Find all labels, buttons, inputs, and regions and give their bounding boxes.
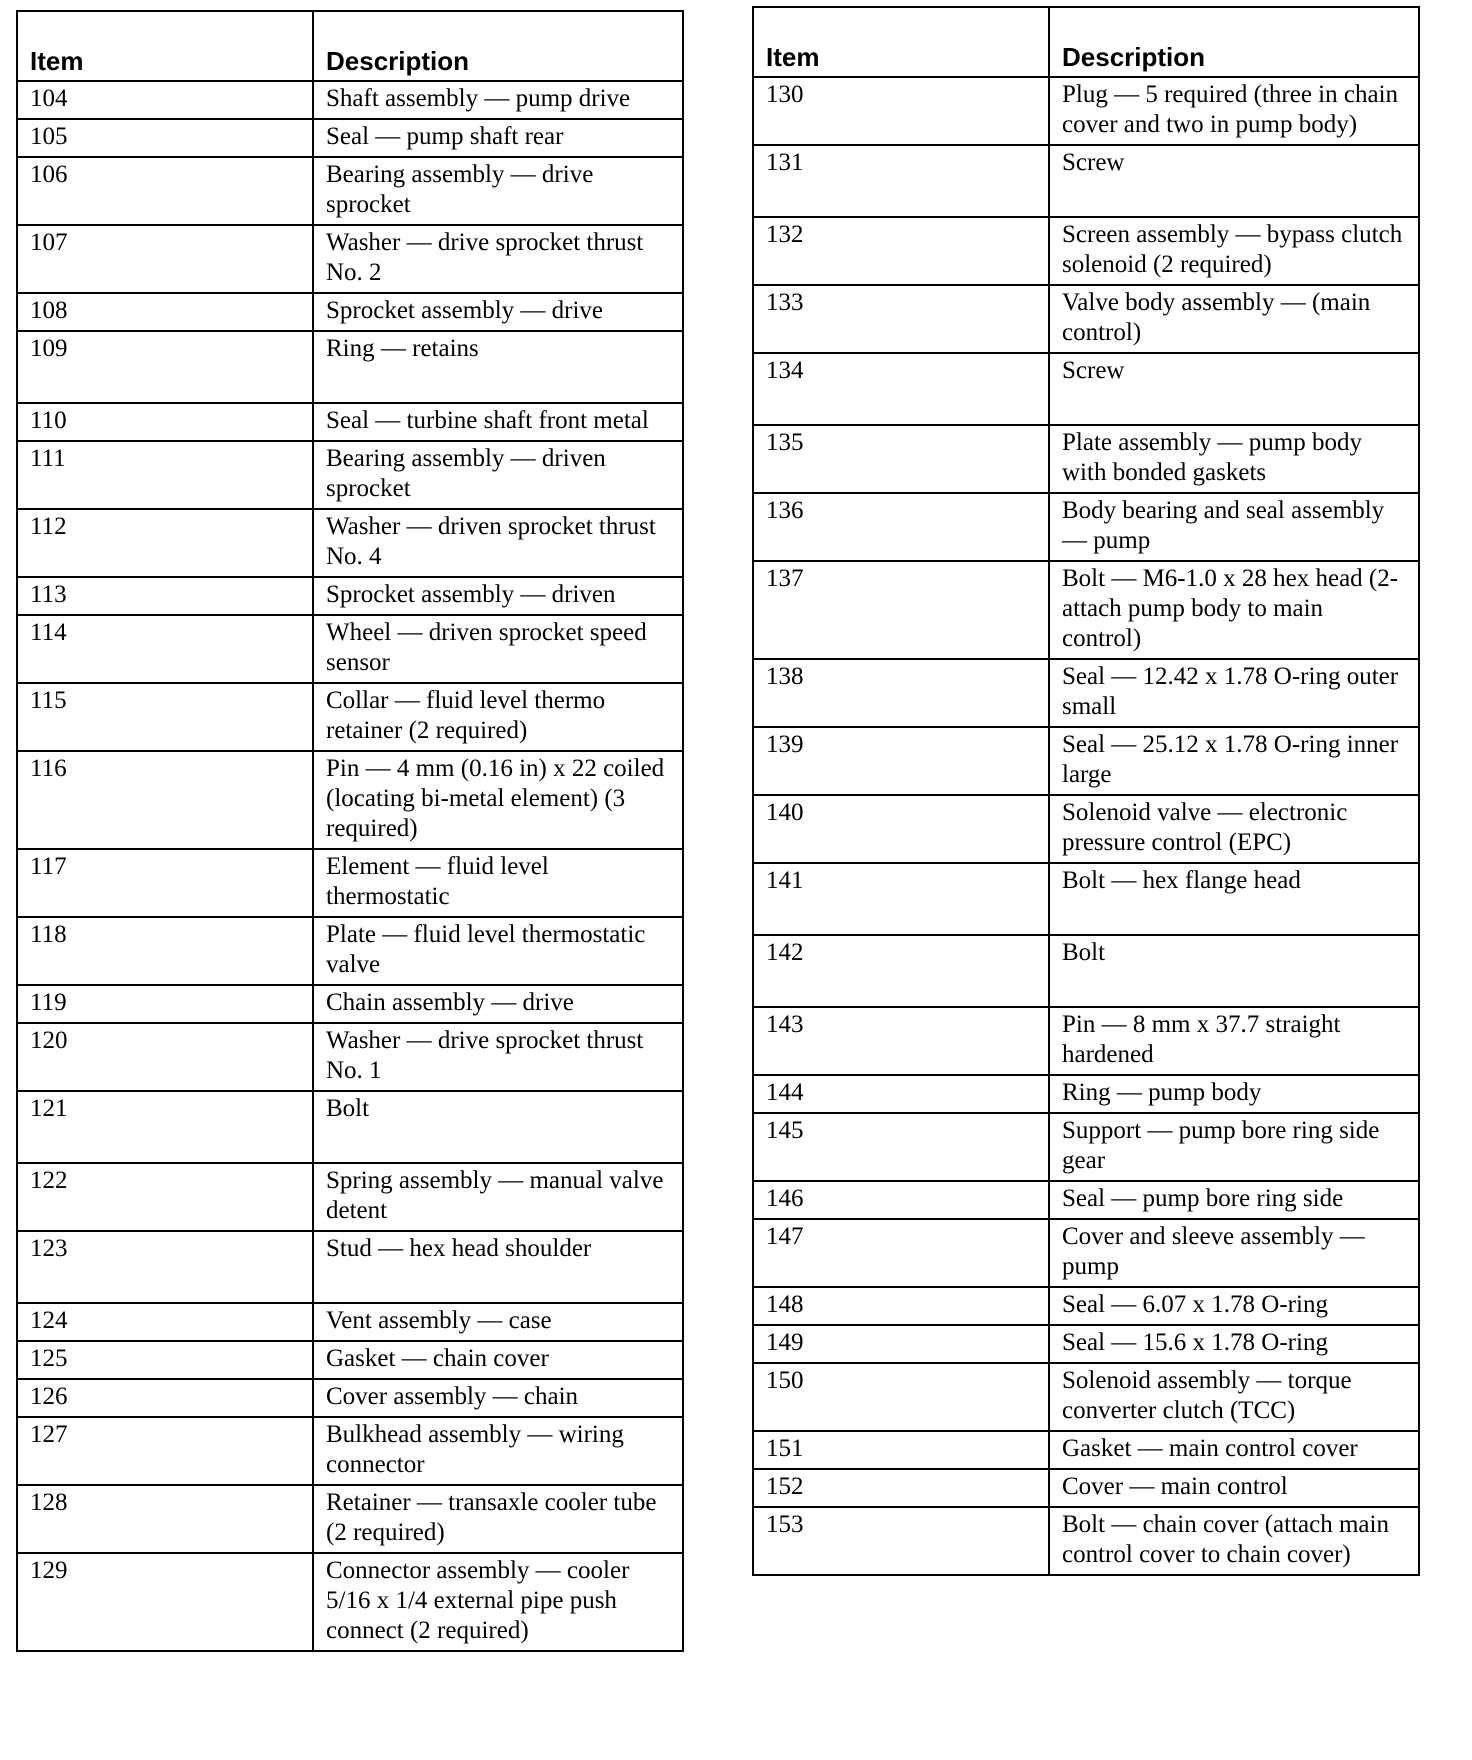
item-number: 106 [17,157,313,225]
item-description: Plate assembly — pump body with bonded gaskets [1049,425,1419,493]
item-description: Body bearing and seal assembly — pump [1049,493,1419,561]
table-row [753,425,1419,493]
table-row [17,683,683,751]
item-description: Seal — pump shaft rear [313,119,683,157]
item-number: 125 [17,1341,313,1379]
table-row [17,331,683,403]
item-description: Seal — pump bore ring side [1049,1181,1419,1219]
item-description: Retainer — transaxle cooler tube (2 required) [313,1485,683,1553]
item-number: 121 [17,1091,313,1163]
item-description: Seal — 6.07 x 1.78 O-ring [1049,1287,1419,1325]
item-number: 109 [17,331,313,403]
item-number: 108 [17,293,313,331]
table-row [17,1417,683,1485]
column-header-item: Item [17,11,313,81]
table-row [753,1325,1419,1363]
item-number: 137 [753,561,1049,659]
item-number: 111 [17,441,313,509]
table-row [17,157,683,225]
item-number: 114 [17,615,313,683]
table-row [753,935,1419,1007]
item-description: Wheel — driven sprocket speed sensor [313,615,683,683]
table-row [17,1023,683,1091]
item-number: 145 [753,1113,1049,1181]
item-number: 142 [753,935,1049,1007]
item-number: 152 [753,1469,1049,1507]
item-number: 131 [753,145,1049,217]
item-description: Plug — 5 required (three in chain cover and two in pump body) [1049,77,1419,145]
table-row [753,145,1419,217]
item-number: 136 [753,493,1049,561]
item-number: 139 [753,727,1049,795]
table-row [753,863,1419,935]
table-row [17,615,683,683]
item-description: Chain assembly — drive [313,985,683,1023]
item-description: Cover and sleeve assembly — pump [1049,1219,1419,1287]
table-row [17,751,683,849]
table-row [17,985,683,1023]
table-row [753,1431,1419,1469]
item-number: 147 [753,1219,1049,1287]
item-description: Cover assembly — chain [313,1379,683,1417]
item-description: Bolt — chain cover (attach main control cover to chain cover) [1049,1507,1419,1575]
table-row [753,1469,1419,1507]
item-description: Shaft assembly — pump drive [313,81,683,119]
table-row [753,1075,1419,1113]
item-description: Seal — 15.6 x 1.78 O-ring [1049,1325,1419,1363]
table-row [17,1553,683,1651]
item-description: Solenoid valve — electronic pressure control (EPC) [1049,795,1419,863]
item-number: 128 [17,1485,313,1553]
item-number: 140 [753,795,1049,863]
table-row [17,225,683,293]
item-number: 138 [753,659,1049,727]
item-description: Bolt [313,1091,683,1163]
item-number: 107 [17,225,313,293]
table-row [753,1507,1419,1575]
table-row [17,577,683,615]
table-row [753,285,1419,353]
item-number: 150 [753,1363,1049,1431]
table-row [17,509,683,577]
item-description: Bulkhead assembly — wiring connector [313,1417,683,1485]
item-description: Stud — hex head shoulder [313,1231,683,1303]
table-row [17,1091,683,1163]
item-description: Bolt [1049,935,1419,1007]
item-description: Element — fluid level thermostatic [313,849,683,917]
item-description: Screen assembly — bypass clutch solenoid (2 required) [1049,217,1419,285]
item-number: 135 [753,425,1049,493]
table-row [17,403,683,441]
item-description: Plate — fluid level thermostatic valve [313,917,683,985]
table-row [753,561,1419,659]
table-row [753,1113,1419,1181]
table-row [753,353,1419,425]
item-number: 133 [753,285,1049,353]
item-number: 141 [753,863,1049,935]
table-row [753,1181,1419,1219]
item-number: 146 [753,1181,1049,1219]
table-row [17,119,683,157]
item-description: Ring — retains [313,331,683,403]
table-row [753,1219,1419,1287]
header-row [17,11,683,81]
table-row [753,493,1419,561]
table-row [753,795,1419,863]
right-parts-table-container [752,6,1420,1576]
item-description: Sprocket assembly — driven [313,577,683,615]
table-row [753,77,1419,145]
item-number: 124 [17,1303,313,1341]
table-row [17,1341,683,1379]
header-row [753,7,1419,77]
item-description: Pin — 8 mm x 37.7 straight hardened [1049,1007,1419,1075]
item-number: 104 [17,81,313,119]
table-row [17,849,683,917]
table-row [753,659,1419,727]
item-number: 113 [17,577,313,615]
item-description: Washer — driven sprocket thrust No. 4 [313,509,683,577]
table-row [753,1287,1419,1325]
table-row [17,1231,683,1303]
item-description: Bolt — M6-1.0 x 28 hex head (2-attach pump body to main control) [1049,561,1419,659]
right-parts-table [752,6,1420,1576]
item-number: 149 [753,1325,1049,1363]
table-row [17,1485,683,1553]
item-description: Solenoid assembly — torque converter clutch (TCC) [1049,1363,1419,1431]
item-description: Gasket — chain cover [313,1341,683,1379]
item-number: 119 [17,985,313,1023]
item-number: 132 [753,217,1049,285]
item-description: Spring assembly — manual valve detent [313,1163,683,1231]
item-description: Support — pump bore ring side gear [1049,1113,1419,1181]
table-row [17,293,683,331]
item-number: 151 [753,1431,1049,1469]
item-number: 105 [17,119,313,157]
item-description: Screw [1049,145,1419,217]
item-number: 127 [17,1417,313,1485]
item-description: Seal — turbine shaft front metal [313,403,683,441]
item-number: 120 [17,1023,313,1091]
table-row [753,217,1419,285]
item-number: 118 [17,917,313,985]
item-description: Washer — drive sprocket thrust No. 1 [313,1023,683,1091]
item-description: Vent assembly — case [313,1303,683,1341]
column-header-description: Description [313,11,683,81]
item-description: Collar — fluid level thermo retainer (2 required) [313,683,683,751]
item-number: 112 [17,509,313,577]
table-row [17,441,683,509]
table-row [753,1363,1419,1431]
item-description: Ring — pump body [1049,1075,1419,1113]
item-number: 134 [753,353,1049,425]
table-row [17,1303,683,1341]
table-row [17,81,683,119]
item-description: Bolt — hex flange head [1049,863,1419,935]
item-number: 126 [17,1379,313,1417]
left-parts-table-container [16,10,684,1652]
item-description: Washer — drive sprocket thrust No. 2 [313,225,683,293]
item-description: Pin — 4 mm (0.16 in) x 22 coiled (locating bi-metal element) (3 required) [313,751,683,849]
table-row [17,1163,683,1231]
item-description: Screw [1049,353,1419,425]
item-number: 115 [17,683,313,751]
item-number: 117 [17,849,313,917]
item-number: 110 [17,403,313,441]
table-row [753,727,1419,795]
item-number: 116 [17,751,313,849]
item-description: Gasket — main control cover [1049,1431,1419,1469]
table-row [17,1379,683,1417]
left-parts-table [16,10,684,1652]
column-header-item: Item [753,7,1049,77]
table-row [17,917,683,985]
item-number: 144 [753,1075,1049,1113]
item-description: Seal — 12.42 x 1.78 O-ring outer small [1049,659,1419,727]
item-number: 122 [17,1163,313,1231]
item-number: 148 [753,1287,1049,1325]
item-number: 130 [753,77,1049,145]
item-description: Valve body assembly — (main control) [1049,285,1419,353]
item-description: Sprocket assembly — drive [313,293,683,331]
table-row [753,1007,1419,1075]
item-description: Bearing assembly — drive sprocket [313,157,683,225]
item-description: Bearing assembly — driven sprocket [313,441,683,509]
column-header-description: Description [1049,7,1419,77]
item-number: 143 [753,1007,1049,1075]
item-description: Cover — main control [1049,1469,1419,1507]
item-number: 129 [17,1553,313,1651]
item-number: 123 [17,1231,313,1303]
item-description: Connector assembly — cooler 5/16 x 1/4 external pipe push connect (2 required) [313,1553,683,1651]
item-description: Seal — 25.12 x 1.78 O-ring inner large [1049,727,1419,795]
item-number: 153 [753,1507,1049,1575]
